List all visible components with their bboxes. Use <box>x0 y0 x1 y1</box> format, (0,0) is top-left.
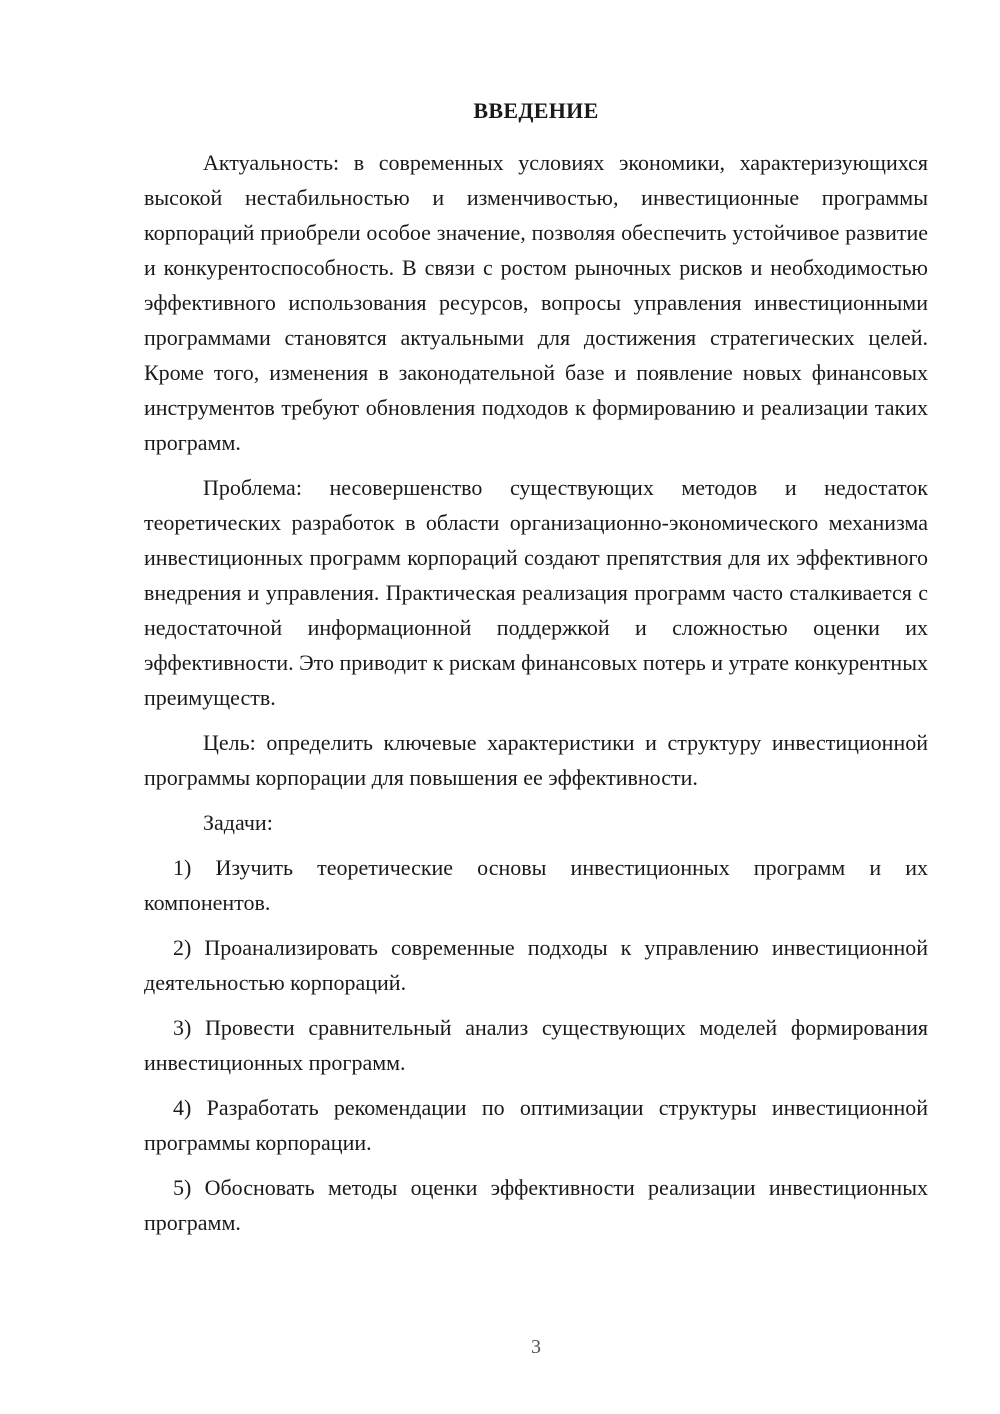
task-item: 3) Провести сравнительный анализ существующих моделей формирования инвестиционных программ. <box>144 1015 928 1075</box>
task-item: 5) Обосновать методы оценки эффективности реализации инвестиционных программ. <box>144 1175 928 1235</box>
page-number: 3 <box>531 1336 541 1358</box>
document-body <box>144 145 928 1240</box>
paragraph-goal: Цель: определить ключевые характеристики и структуру инвестиционной программы корпорации для повышения ее эффективности. <box>144 730 928 790</box>
paragraph-problem: Проблема: несовершенство существующих методов и недостаток теоретических разработок в области организационно-экономического механизма инвестиционных программ корпораций создают препятствия для их эффективного внедрения и управления. Практическая реализация программ часто сталкивается с недостаточной информационной поддержкой и сложностью оценки их эффективности. Это приводит к рискам финансовых потерь и утрате конкурентных преимуществ. <box>144 475 928 710</box>
task-item: 1) Изучить теоретические основы инвестиционных программ и их компонентов. <box>144 855 928 915</box>
paragraph-relevance: Актуальность: в современных условиях экономики, характеризующихся высокой нестабильностью и изменчивостью, инвестиционные программы корпораций приобрели особое значение, позволяя обеспечить устойчивое развитие и конкурентоспособность. В связи с ростом рыночных рисков и необходимостью эффективного использования ресурсов, вопросы управления инвестиционными программами становятся актуальными для достижения стратегических целей. Кроме того, изменения в законодательной базе и появление новых финансовых инструментов требуют обновления подходов к формированию и реализации таких программ. <box>144 150 928 455</box>
task-item: 4) Разработать рекомендации по оптимизации структуры инвестиционной программы корпорации. <box>144 1095 928 1155</box>
task-item: 2) Проанализировать современные подходы к управлению инвестиционной деятельностью корпораций. <box>144 935 928 995</box>
section-heading: ВВЕДЕНИЕ <box>473 98 599 123</box>
paragraph-tasks-label: Задачи: <box>203 810 273 835</box>
